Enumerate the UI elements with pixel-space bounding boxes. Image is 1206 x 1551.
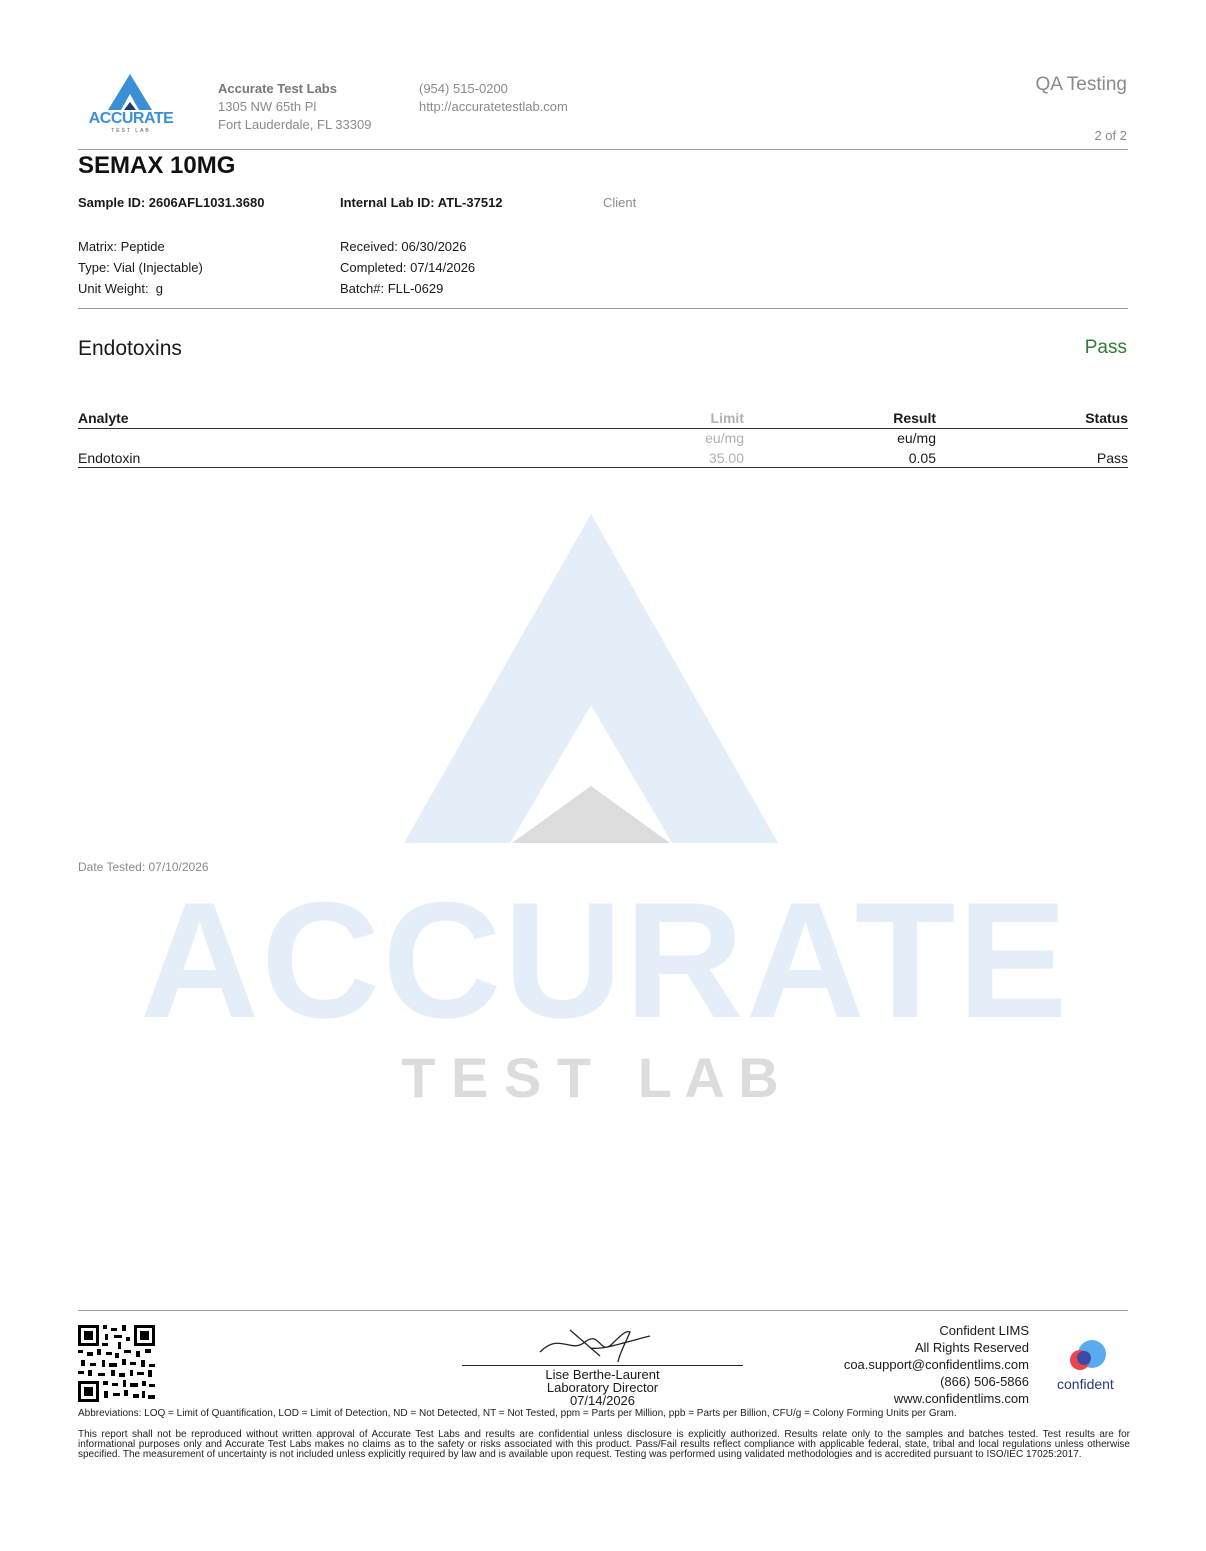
section-title: Endotoxins — [78, 337, 182, 360]
batch-number: Batch#: FLL-0629 — [340, 281, 444, 296]
limit-unit: eu/mg — [705, 430, 744, 446]
lab-name: Accurate Test Labs — [218, 81, 337, 96]
report-type: QA Testing — [1035, 74, 1127, 95]
result-unit: eu/mg — [897, 430, 936, 446]
qr-code-icon — [78, 1325, 155, 1402]
col-header-result: Result — [893, 410, 936, 426]
received-date: Received: 06/30/2026 — [340, 239, 467, 254]
info-rule — [78, 308, 1128, 309]
signature-icon — [530, 1322, 670, 1364]
footer-rule — [78, 1310, 1128, 1311]
confident-logo-text: confident — [1057, 1376, 1114, 1392]
abbreviations: Abbreviations: LOQ = Limit of Quantification, LOD = Limit of Detection, ND = Not Detected, NT = Not Tested, ppm = Parts per Million, ppb = Parts per Billion, CFU/g = Colony Forming Units per Gram. — [78, 1408, 957, 1419]
signer-title: Laboratory Director — [546, 1380, 659, 1395]
section-status: Pass — [1084, 337, 1127, 358]
page-number: 2 of 2 — [1094, 128, 1127, 143]
row-status: Pass — [1096, 450, 1128, 466]
completed-date: Completed: 07/14/2026 — [340, 260, 476, 275]
col-header-analyte: Analyte — [78, 410, 129, 426]
row-result: 0.05 — [908, 450, 936, 466]
client-label: Client — [603, 195, 637, 210]
signer-name: Lise Berthe-Laurent — [545, 1367, 660, 1382]
header-rule — [78, 149, 1128, 150]
table-header-rule — [78, 428, 1128, 429]
col-header-status: Status — [1085, 410, 1128, 426]
lims-name: Confident LIMS — [939, 1323, 1029, 1338]
table-bottom-rule — [78, 467, 1128, 468]
signature-date: 07/14/2026 — [569, 1393, 636, 1408]
lims-rights: All Rights Reserved — [914, 1340, 1029, 1355]
row-analyte: Endotoxin — [78, 450, 141, 466]
watermark-sub: T E S T L A B — [401, 1046, 779, 1109]
lims-email[interactable]: coa.support@confidentlims.com — [843, 1357, 1029, 1372]
product-title: SEMAX 10MG — [78, 152, 236, 179]
sample-id: Sample ID: 2606AFL1031.3680 — [78, 195, 265, 210]
lims-website[interactable]: www.confidentlims.com — [893, 1391, 1029, 1406]
lab-address1: 1305 NW 65th Pl — [218, 99, 317, 114]
lims-phone: (866) 506-5866 — [940, 1374, 1029, 1389]
sample-type: Type: Vial (Injectable) — [78, 260, 203, 275]
disclaimer: This report shall not be reproduced without written approval of Accurate Test Labs and results are confidential unless disclosure is explicitly authorized. Results relate only to the samples and batches tested. Test results are for informational purposes only and Accurate Test Labs makes no claims as to the safety or risks associated with this product. Pass/Fail results reflect compliance with applicable federal, state, tribal and local regulations unless otherwise specified. The measurement of uncertainty is not included unless explicitly required by law and is available upon request. Testing was performed using validated methodologies and is accredited pursuant to ISO/IEC 17025:2017. — [78, 1429, 1130, 1460]
watermark-word: ACCURATE — [140, 868, 1070, 1052]
confident-logo-icon — [1066, 1338, 1110, 1374]
date-tested: Date Tested: 07/10/2026 — [78, 860, 209, 874]
lab-address2: Fort Lauderdale, FL 33309 — [218, 117, 372, 132]
lab-logo-icon — [108, 74, 152, 110]
lab-logo-word: ACCURATE — [88, 110, 174, 127]
signature-line — [462, 1365, 743, 1366]
internal-lab-id: Internal Lab ID: ATL-37512 — [340, 195, 503, 210]
col-header-limit: Limit — [710, 410, 744, 426]
unit-weight: Unit Weight: g — [78, 281, 164, 296]
lab-website[interactable]: http://accuratetestlab.com — [419, 99, 568, 114]
matrix: Matrix: Peptide — [78, 239, 165, 254]
row-limit: 35.00 — [708, 450, 744, 466]
lab-logo-sub: TEST LAB — [111, 128, 151, 134]
lab-phone: (954) 515-0200 — [419, 81, 508, 96]
